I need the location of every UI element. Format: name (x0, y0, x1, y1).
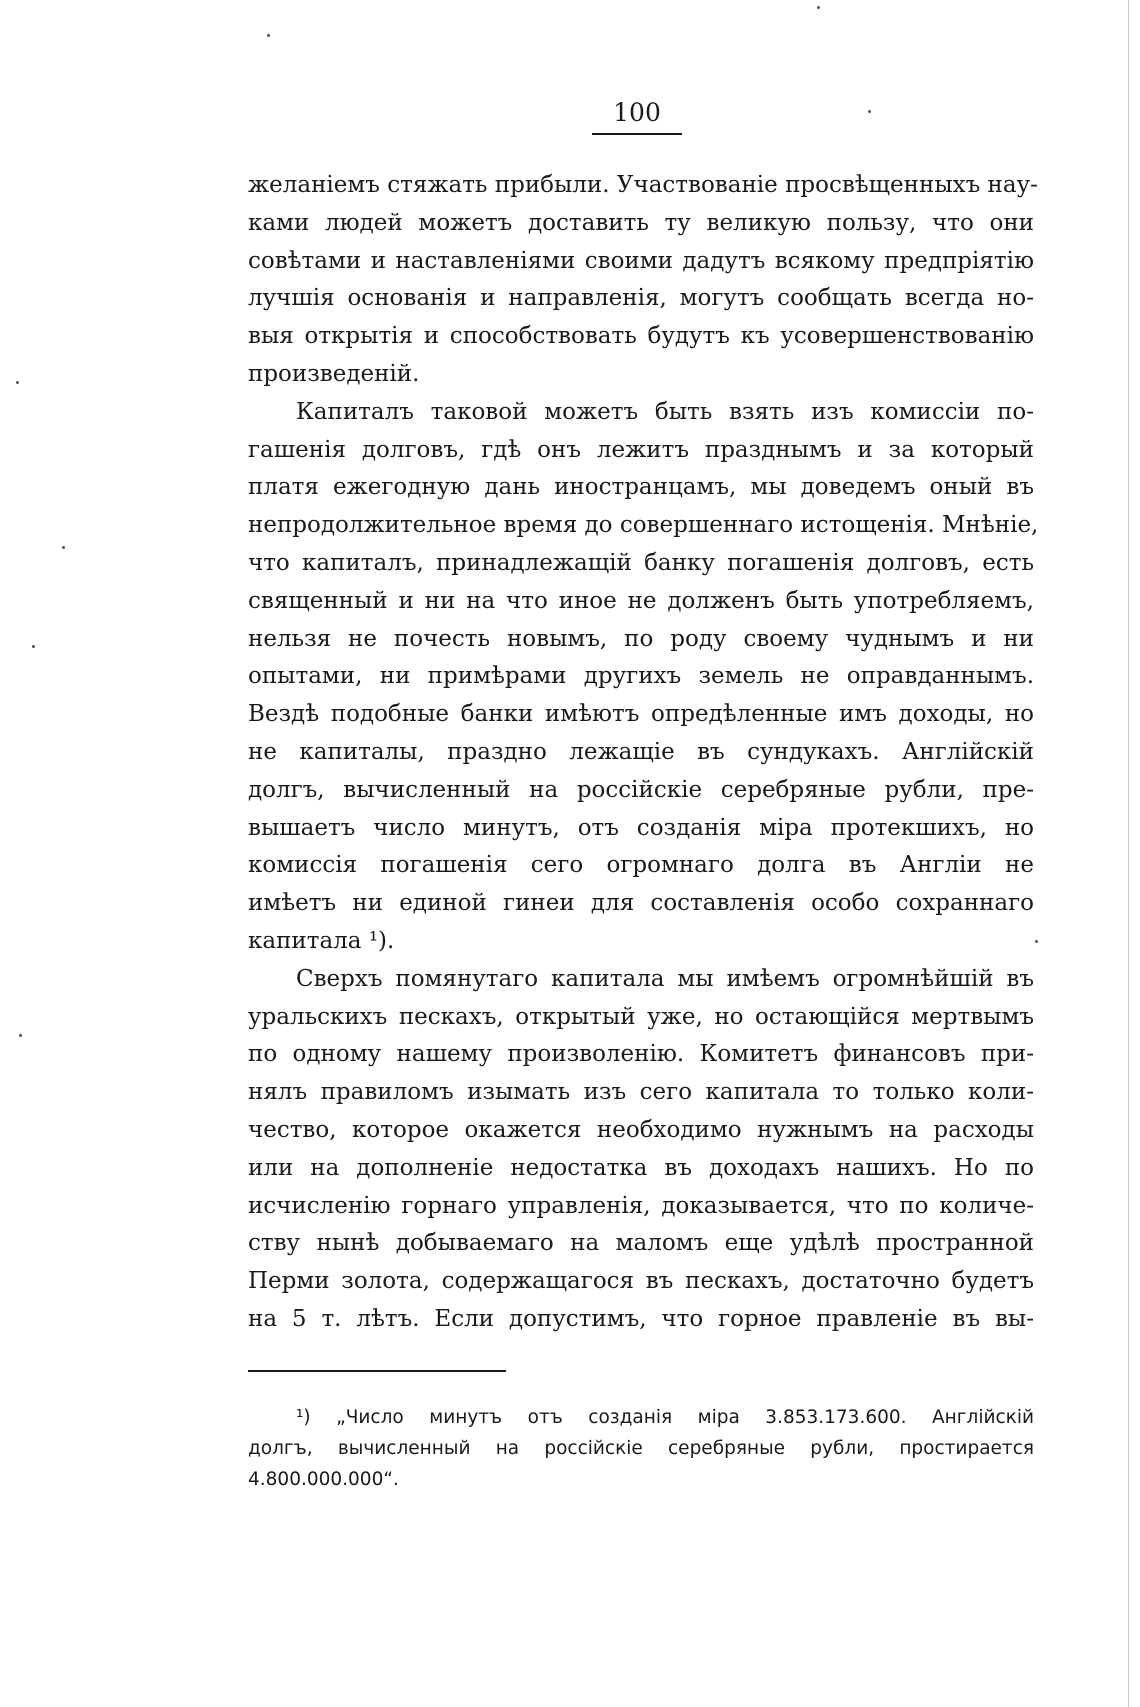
scan-speck (62, 546, 65, 549)
text-line: совѣтами и наставленіями своими дадутъ всякому предпріятію (248, 247, 1034, 274)
text-line: лучшія основанія и направленія, могутъ сообщать всегда но- (248, 285, 1034, 312)
page-number-underline (592, 133, 682, 135)
scan-margin-line (1128, 0, 1129, 1707)
scan-speck (32, 645, 35, 648)
text-line: комиссія погашенія сего огромнаго долга въ Англіи не (248, 852, 1034, 879)
text-line: нельзя не почесть новымъ, по роду своему чуднымъ и ни (248, 625, 1034, 652)
text-line: или на дополненіе недостатка въ доходахъ нашихъ. Но по (248, 1154, 1034, 1181)
text-line: ству нынѣ добываемаго на маломъ еще удѣлѣ пространной (248, 1230, 1034, 1257)
text-line: исчисленію горнаго управленія, доказывается, что по количе- (248, 1192, 1034, 1219)
scan-speck (19, 1034, 22, 1037)
text-line: Вездѣ подобные банки имѣютъ опредѣленные имъ доходы, но (248, 701, 1034, 728)
text-line: Капиталъ таковой можетъ быть взять изъ комиссіи по- (296, 398, 1034, 425)
text-line: произведеній. (248, 360, 420, 387)
footnote-line: долгъ, вычисленный на россійскіе серебряные рубли, простирается (248, 1438, 1034, 1459)
text-line: на 5 т. лѣтъ. Если допустимъ, что горное правленіе въ вы- (248, 1305, 1034, 1332)
text-line: вышаетъ число минутъ, отъ созданія міра протекшихъ, но (248, 814, 1034, 841)
body-text (248, 167, 1039, 1339)
text-line: имѣетъ ни единой гинеи для составленія особо сохраннаго (248, 890, 1034, 917)
footnote-separator (248, 1370, 506, 1372)
text-line: непродолжительное время до совершеннаго истощенія. Мнѣніе, (248, 512, 1039, 539)
text-line: чество, которое окажется необходимо нужнымъ на расходы (248, 1116, 1034, 1143)
text-line: капитала ¹). (248, 927, 395, 954)
text-line: по одному нашему произволенію. Комитетъ финансовъ при- (248, 1041, 1034, 1068)
footnotes (248, 1402, 1034, 1495)
scan-speck (868, 110, 871, 113)
text-line: Перми золота, содержащагося въ пескахъ, достаточно будетъ (248, 1268, 1034, 1295)
text-line: желаніемъ стяжать прибыли. Участвованіе просвѣщенныхъ нау- (248, 172, 1038, 198)
text-line: долгъ, вычисленный на россійскіе серебряные рубли, пре- (248, 776, 1034, 803)
text-line: ками людей можетъ доставить ту великую пользу, что они (248, 209, 1034, 236)
footnote-line: 4.800.000.000“. (248, 1469, 399, 1490)
scan-speck (16, 381, 19, 384)
text-line: священный и ни на что иное не долженъ быть употребляемъ, (248, 587, 1034, 614)
text-line: гашенія долговъ, гдѣ онъ лежитъ празднымъ и за который (248, 436, 1034, 463)
page-number: 100 (613, 98, 661, 127)
text-line: платя ежегодную дань иностранцамъ, мы доведемъ оный въ (248, 474, 1034, 501)
text-line: не капиталы, праздно лежащіе въ сундукахъ. Англійскій (248, 738, 1034, 765)
text-line: уральскихъ пескахъ, открытый уже, но остающійся мертвымъ (248, 1003, 1034, 1030)
footnote-line: ¹) „Число минутъ отъ созданія міра 3.853.173.600. Англійскій (296, 1407, 1034, 1428)
scan-speck (1035, 940, 1038, 943)
scan-speck (267, 34, 270, 37)
text-line: Сверхъ помянутаго капитала мы имѣемъ огромнѣйшій въ (296, 965, 1034, 992)
scan-speck (817, 6, 820, 9)
text-line: что капиталъ, принадлежащій банку погашенія долговъ, есть (248, 549, 1034, 576)
text-line: опытами, ни примѣрами другихъ земель не оправданнымъ. (248, 663, 1034, 690)
text-line: выя открытія и способствовать будутъ къ усовершенствованію (248, 323, 1034, 350)
text-line: нялъ правиломъ изымать изъ сего капитала то только коли- (248, 1079, 1034, 1106)
